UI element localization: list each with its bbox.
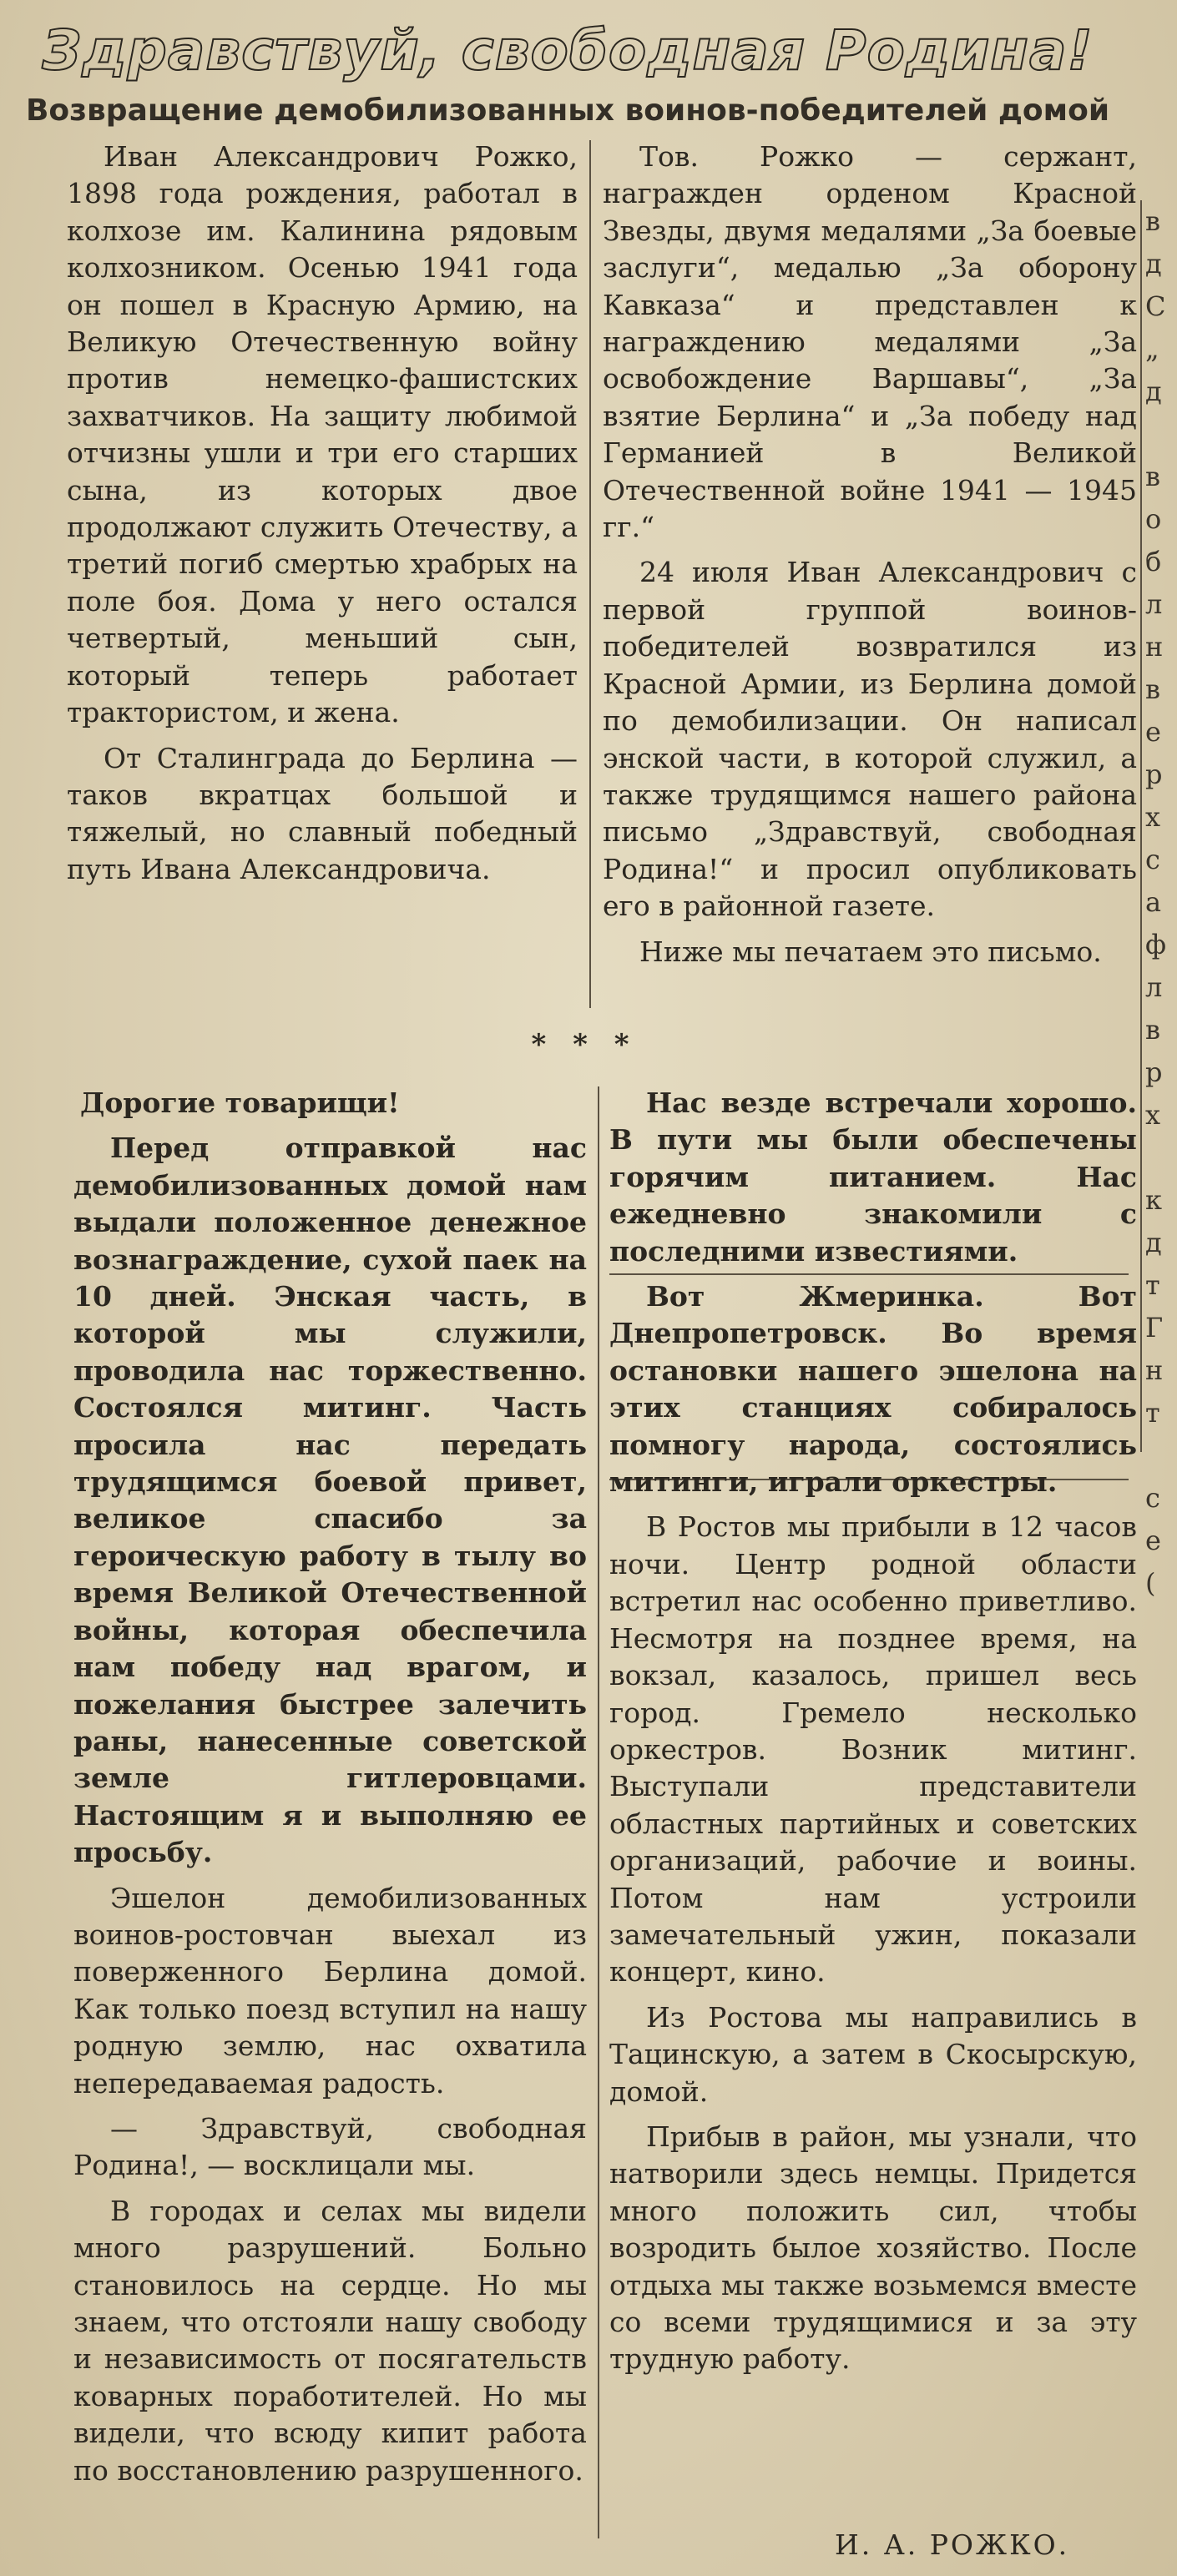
letter-paragraph: Перед отправкой нас демобилизованных домой нам выдали положенное денежное вознаграждение, сухой паек на 10 дней. Энская часть, в которой мы служили, проводила нас торжественно. Состоялся митинг. Часть просила нас передать трудящимся боевой привет, великое спасибо за героическую работу в тылу во время Великой Отечественной войны, которая обеспечила нам победу над врагом, и пожелания быстрее залечить раны, нанесенные советской земле гитлеровцами. Настоящим я и выполняю ее просьбу. [73,1132,587,1869]
neighbor-fragment: н [1145,631,1164,663]
neighbor-fragment: ( [1145,1567,1156,1599]
neighbor-fragment: в [1145,205,1161,237]
neighbor-fragment [1145,1434,1177,1477]
neighbor-fragment: х [1145,1099,1161,1131]
intro-paragraph: Иван Александрович Рожко, 1898 года рождения, работал в колхозе им. Калинина рядовым колхозником. Осенью 1941 года он пошел в Красную Армию, на Великую Отечественную войну против немецко-фашистских захватчиков. На защиту любимой отчизны ушли и три его старших сына, из которых двое продолжают служить Отечеству, а третий погиб смертью храбрых на поле боя. Дома у него остался четвертый, меньший сын, который теперь работает трактористом, и жена. [67,140,578,729]
intro-paragraph: От Сталинграда до Берлина — таков вкратцах большой и тяжелый, но славный победный путь Ивана Александровича. [67,741,578,885]
article-subheadline: Возвращение демобилизованных воинов-победителей домой [25,93,1110,128]
letter-column-left [73,1085,587,2498]
neighbor-fragment: к [1145,1184,1162,1216]
neighbor-fragment: х [1145,801,1161,833]
intro-column-right [603,139,1137,979]
neighbor-fragment: т [1145,1269,1160,1301]
neighbor-fragment: Г [1145,1312,1164,1343]
neighbor-fragment: ф [1145,929,1167,960]
article-headline: Здравствуй, свободная Родина! [42,18,1094,83]
neighbor-fragment: р [1145,759,1163,790]
neighbor-fragment: „ [1145,333,1159,365]
neighbor-fragment [1145,1137,1177,1179]
letter-greeting: Дорогие товарищи! [80,1086,400,1119]
letter-paragraph: Из Ростова мы направились в Тацинскую, а затем в Скосырскую, домой. [609,2000,1137,2108]
neighbor-fragment: т [1145,1397,1160,1429]
intro-paragraph: Ниже мы печатаем это письмо. [639,935,1102,968]
neighbor-fragment: в [1145,461,1161,492]
neighbor-fragment [1145,413,1177,456]
letter-paragraph: Эшелон демобилизованных воинов-ростовчан выехал из поверженного Берлина домой. Как только поезд вступил на нашу родную землю, нас охватила непередаваемая радость. [73,1881,587,2100]
neighbor-fragment: б [1145,546,1162,577]
column-divider [589,140,591,1008]
neighbor-fragment: с [1145,1482,1160,1514]
neighbor-fragment: д [1145,376,1162,407]
column-divider [598,1086,599,2538]
neighbor-fragment: в [1145,673,1161,705]
neighbor-fragment: е [1145,716,1161,748]
letter-signature: И. А. РОЖКО. [835,2528,1070,2561]
letter-paragraph: Вот Жмеринка. Вот Днепропетровск. Во время остановки нашего эшелона на этих станциях собиралось помногу народа, состоялись митинги, играли оркестры. [609,1280,1137,1499]
neighbor-fragment: л [1145,588,1163,620]
neighbor-fragment: д [1145,248,1162,280]
intro-column-left [67,139,578,896]
neighbor-column-fragments [1145,200,1177,1605]
neighbor-fragment: е [1145,1525,1161,1556]
section-separator: * * * [531,1028,638,1061]
intro-paragraph: 24 июля Иван Александрович с первой группой воинов-победителей возвратился из Красной Армии, из Берлина домой по демобилизации. Он написал энской части, в которой служил, а также трудящимся нашего района письмо „Здравствуй, свободная Родина!“ и просил опубликовать его в районной газете. [603,556,1137,923]
neighbor-fragment: с [1145,844,1160,875]
neighbor-fragment: С [1145,290,1166,322]
letter-paragraph: Прибыв в район, мы узнали, что натворили здесь немцы. Придется много положить сил, чтобы возродить былое хозяйство. После отдыха мы также возьмемся вместе со всеми трудящимися и за эту трудную работу. [609,2120,1137,2376]
letter-column-right [609,1085,1137,2387]
neighbor-fragment: н [1145,1354,1164,1386]
letter-paragraph: Нас везде встречали хорошо. В пути мы были обеспечены горячим питанием. Нас ежедневно знакомили с последними известиями. [609,1086,1137,1268]
letter-paragraph: В Ростов мы прибыли в 12 часов ночи. Центр родной области встретил нас особенно приветливо. Несмотря на позднее время, на вокзал, казалось, пришел весь город. Гремело несколько оркестров. Возник митинг. Выступали представители областных партийных и советских организаций, рабочие и воины. Потом нам устроили замечательный ужин, показали концерт, кино. [609,1510,1137,1989]
letter-paragraph: В городах и селах мы видели много разрушений. Больно становилось на сердце. Но мы знаем, что отстояли нашу свободу и независимость от посягательств коварных поработителей. Но мы видели, что всюду кипит работа по восстановлению разрушенного. [73,2194,587,2487]
neighbor-fragment: в [1145,1014,1161,1046]
neighbor-fragment: д [1145,1227,1162,1258]
neighbor-fragment: а [1145,886,1162,918]
neighbor-fragment: л [1145,971,1163,1003]
page-column-rule [1140,200,1142,1452]
letter-paragraph: — Здравствуй, свободная Родина!, — восклицали мы. [73,2111,587,2182]
intro-paragraph: Тов. Рожко — сержант, награжден орденом Красной Звезды, двумя медалями „За боевые заслуги“, медалью „За оборону Кавказа“ и представлен к награждению медалями „За освобождение Варшавы“, „За взятие Берлина“ и „За победу над Германией в Великой Отечественной войне 1941 — 1945 гг.“ [603,140,1137,544]
neighbor-fragment: о [1145,503,1162,535]
neighbor-fragment: р [1145,1056,1163,1088]
